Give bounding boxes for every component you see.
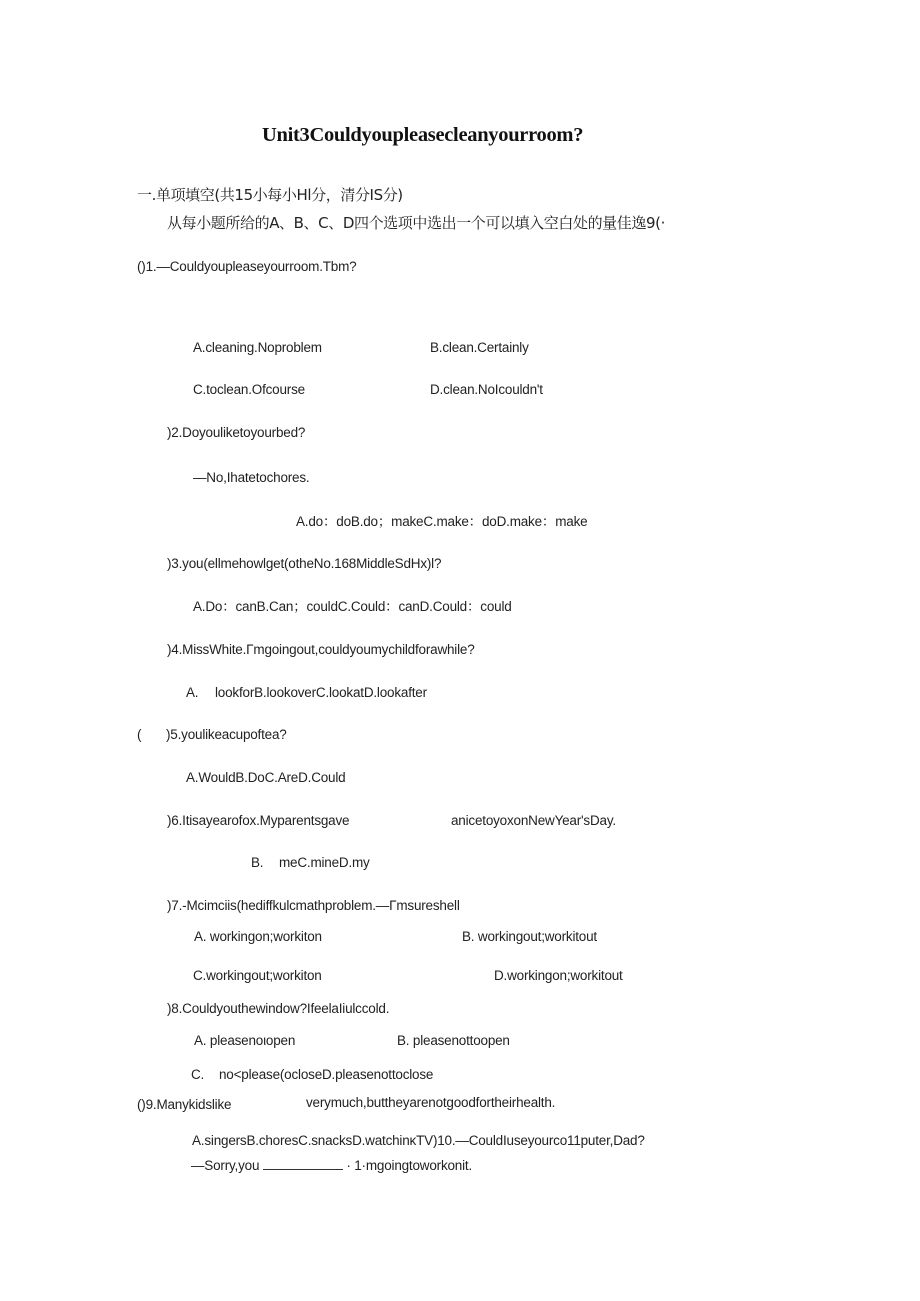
page-title: Unit3Couldyoupleasecleanyourroom?	[262, 124, 584, 146]
q6-stem-end: anicetoyoxonNewYear'sDay.	[451, 813, 616, 828]
q8-option-c: no<please(ocloseD.pleasenottoclose	[219, 1067, 434, 1082]
q10-reply-end: · 1·mgoingtoworkonit.	[346, 1158, 473, 1173]
q10-reply-start: —Sorry,you	[191, 1158, 260, 1173]
q9-options: A.singersB.choresC.snacksD.watchinκTV)10.—CouldIuseyourco11puter,Dad?	[192, 1133, 645, 1148]
q7-stem: )7.-Mcimciis(hediffkulcmathproblem.—Γmsureshell	[167, 898, 460, 913]
q7-option-d: D.workingon;workitout	[494, 968, 623, 983]
q5-stem: )5.youlikeacupoftea?	[166, 727, 287, 742]
q6-option-label: B.	[251, 855, 264, 870]
q7-option-a: A. workingon;workiton	[194, 929, 322, 944]
q4-option-label: A.	[186, 685, 199, 700]
q7-option-c: C.workingout;workiton	[193, 968, 322, 983]
q1-option-a: A.cleaning.Noproblem	[193, 340, 322, 355]
section-heading: 一.单项填空(共15小每小Hl分，清分IS分)	[137, 186, 403, 204]
q4-stem: )4.MissWhite.Γmgoingout,couldyoumychildforawhile?	[167, 642, 475, 657]
q1-option-b: B.clean.Certainly	[430, 340, 529, 355]
q6-stem: )6.Itisayearofox.Myparentsgave	[167, 813, 350, 828]
q3-stem: )3.you(ellmehowlget(otheNo.168MiddleSdHx)l?	[167, 556, 442, 571]
q10-reply	[191, 1157, 472, 1175]
q2-options: A.do：doB.do；makeC.make：doD.make：make	[296, 514, 588, 529]
q3-options: A.Do：canB.Can；couldC.Could：canD.Could：could	[193, 599, 512, 614]
q7-option-b: B. workingout;workitout	[462, 929, 597, 944]
q1-stem: ()1.—Couldyoupleaseyourroom.Tbm?	[137, 259, 357, 274]
q1-option-d: D.clean.NoIcouldn't	[430, 382, 543, 397]
q2-reply: —No,Ihatetochores.	[193, 470, 310, 485]
q8-stem: )8.Couldyouthewindow?IfeelaIiulccold.	[167, 1001, 390, 1016]
section-instruction: 从每小题所给的A、B、C、D四个选项中选出一个可以填入空白处的量佳逸9(·	[167, 214, 665, 232]
q4-options: lookforB.lookoverC.lookatD.lookafter	[215, 685, 427, 700]
q8-option-c-label: C.	[191, 1067, 205, 1082]
q2-stem: )2.Doyouliketoyourbed?	[167, 425, 306, 440]
q5-options: A.WouldB.DoC.AreD.Could	[186, 770, 346, 785]
q5-paren: (	[137, 727, 142, 742]
q8-option-a: A. pleasenoιopen	[194, 1033, 296, 1048]
q6-options: meC.mineD.my	[279, 855, 370, 870]
q1-option-c: C.toclean.Ofcourse	[193, 382, 305, 397]
q8-option-b: B. pleasenottoopen	[397, 1033, 510, 1048]
q9-stem-end: verymuch,buttheyarenotgoodfortheirhealth.	[306, 1095, 556, 1110]
q9-stem: ()9.Manykidslike	[137, 1097, 232, 1112]
q10-answer-blank	[263, 1157, 343, 1170]
